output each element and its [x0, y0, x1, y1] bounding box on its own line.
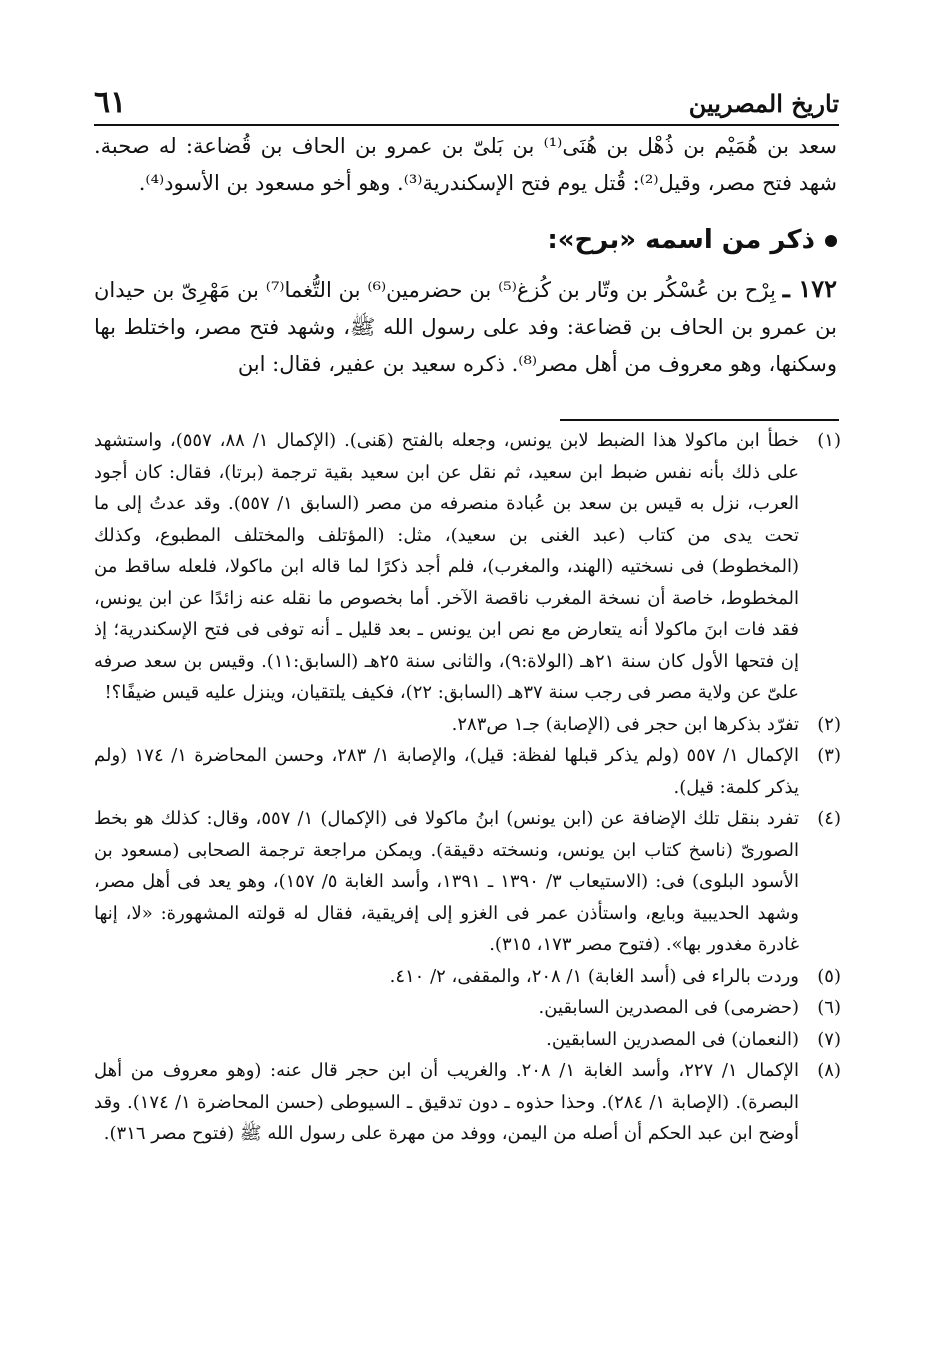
main-text	[94, 128, 837, 383]
footnote-text: الإكمال ١/ ٥٥٧ (ولم يذكر قبلها لفظة: قيل)، والإصابة ١/ ٢٨٣، وحسن المحاضرة ١/ ١٧٤ (ولم يذكر كلمة: قيل).	[94, 745, 799, 798]
footnote-text: (حضرمى) فى المصدرين السابقين.	[538, 997, 799, 1018]
footnote-number: (٥)	[817, 965, 841, 987]
footnote-number: (٧)	[817, 1028, 841, 1050]
page-number: ٦١	[94, 85, 127, 120]
footnote-text: وردت بالراء فى (أسد الغابة) ١/ ٢٠٨، والمقفى، ٢/ ٤١٠.	[389, 965, 799, 987]
footnote	[94, 1024, 841, 1056]
footnote-number: (٦)	[817, 997, 841, 1018]
footnote-text: خطأ ابن ماكولا هذا الضبط لابن يونس، وجعله بالفتح (هَنى). (الإكمال ١/ ٨٨، ٥٥٧)، واستشهد على ذلك بأنه نفس ضبط ابن سعيد، ثم نقل عن ابن سعيد بقية ترجمة (برتا)، فقال: كان أجود العرب، نزل به قيس بن سعد بن عُبادة منصرفه من مصر (السابق ١/ ٥٥٧). وقد عدتُ إلى ما تحت يدى من كتاب (عبد الغنى بن سعيد)، مثل: (المؤتلف والمختلف المطبوع، وكذلك (المخطوط) فى نسختيه (الهند، والمغرب)، فلم أجد ذكرًا لما قاله ابن ماكولا، فلعله ساقط من المخطوط، خاصة أن نسخة المغرب ناقصة الآخر. أما بخصوص ما نقله عنه زائدًا عن ابن يونس، فقد فات ابنَ ماكولا أنه يتعارض مع نص ابن يونس ـ بعد قليل ـ أنه توفى فى فتح الإسكندرية؛ إذ إن فتحها الأول كان سنة ٢١هـ (الولاة:٩)، والثانى سنة ٢٥هـ (السابق:١١). وقيس بن سعد صرفه علىّ عن ولاية مصر فى رجب سنة ٣٧هـ (السابق: ٢٢)، فكيف يلتقيان، وينزل عليه قيس ضيفًا؟!	[94, 430, 799, 703]
footnote-text: (النعمان) فى المصدرين السابقين.	[546, 1028, 799, 1050]
footnote-divider	[560, 419, 839, 421]
footnote-number: (١)	[817, 430, 841, 451]
page-header	[94, 78, 839, 126]
footnote	[94, 740, 841, 803]
section-heading-text: ذكر من اسمه «برح»:	[547, 225, 815, 255]
footnote-number: (٢)	[817, 713, 841, 735]
footnote	[94, 425, 841, 709]
bullet-icon	[825, 235, 837, 247]
intro-paragraph: سعد بن هُمَيْم بن ذُهْل بن هُنَى⁽¹⁾ بن بَلىّ بن عمرو بن الحاف بن قُضاعة: له صحبة. شهد فتح مصر، وقيل⁽²⁾: قُتل يوم فتح الإسكندرية⁽³⁾. وهو أخو مسعود بن الأسود⁽⁴⁾.	[94, 134, 837, 195]
running-title: تاريخ المصريين	[688, 89, 839, 118]
footnote-text: تفرد بنقل تلك الإضافة عن (ابن يونس) ابنُ ماكولا فى (الإكمال) ١/ ٥٥٧، وقال: كذلك هو بخط الصورىّ (ناسخ كتاب ابن يونس، ونسخته دقيقة). ويمكن مراجعة ترجمة الصحابى (مسعود بن الأسود البلوى) فى: (الاستيعاب ٣/ ١٣٩٠ ـ ١٣٩١، وأسد الغابة ٥/ ١٥٧)، وهو يعد فى أهل مصر، وشهد الحديبية وبايع، واستأذن عمر فى الغزو إلى إفريقية، فقال له قولته المشهورة: «لا، إنها غادرة مغدور بها». (فتوح مصر ١٧٣، ٣١٥).	[94, 808, 799, 955]
footnote	[94, 1055, 841, 1150]
footnote-text: الإكمال ١/ ٢٢٧، وأسد الغابة ١/ ٢٠٨. والغريب أن ابن حجر قال عنه: (وهو معروف من أهل البصرة). (الإصابة ١/ ٢٨٤). وحذا حذوه ـ دون تدقيق ـ السيوطى (حسن المحاضرة ١/ ١٧٤). وقد أوضح ابن عبد الحكم أن أصله من اليمن، ووفد من مهرة على رسول الله ﷺ (فتوح مصر ٣١٦).	[94, 1060, 800, 1144]
footnote-number: (٣)	[817, 745, 841, 766]
footnotes	[94, 425, 841, 1150]
footnote-number: (٨)	[817, 1060, 841, 1081]
footnote-text: تفرّد بذكرها ابن حجر فى (الإصابة) جـ١ ص٢٨٣.	[451, 713, 799, 735]
footnote	[94, 803, 841, 961]
entry-paragraph	[94, 270, 837, 383]
footnote-number: (٤)	[817, 808, 841, 829]
footnote	[94, 961, 841, 993]
footnote	[94, 992, 841, 1024]
section-heading	[94, 220, 837, 260]
entry-number: ١٧٢ ـ	[782, 274, 837, 303]
entry-text: بِرْح بن عُسْكُر بن وتّار بن كُزغ⁽⁵⁾ بن حضرمين⁽⁶⁾ بن التُّغما⁽⁷⁾ بن مَهْرِىّ بن حيدان بن عمرو بن الحاف بن قضاعة: وفد على رسول الله ﷺ، وشهد فتح مصر، واختلط بها وسكنها، وهو معروف من أهل مصر⁽⁸⁾. ذكره سعيد بن عفير، فقال: ابن	[94, 278, 837, 376]
footnote	[94, 709, 841, 741]
